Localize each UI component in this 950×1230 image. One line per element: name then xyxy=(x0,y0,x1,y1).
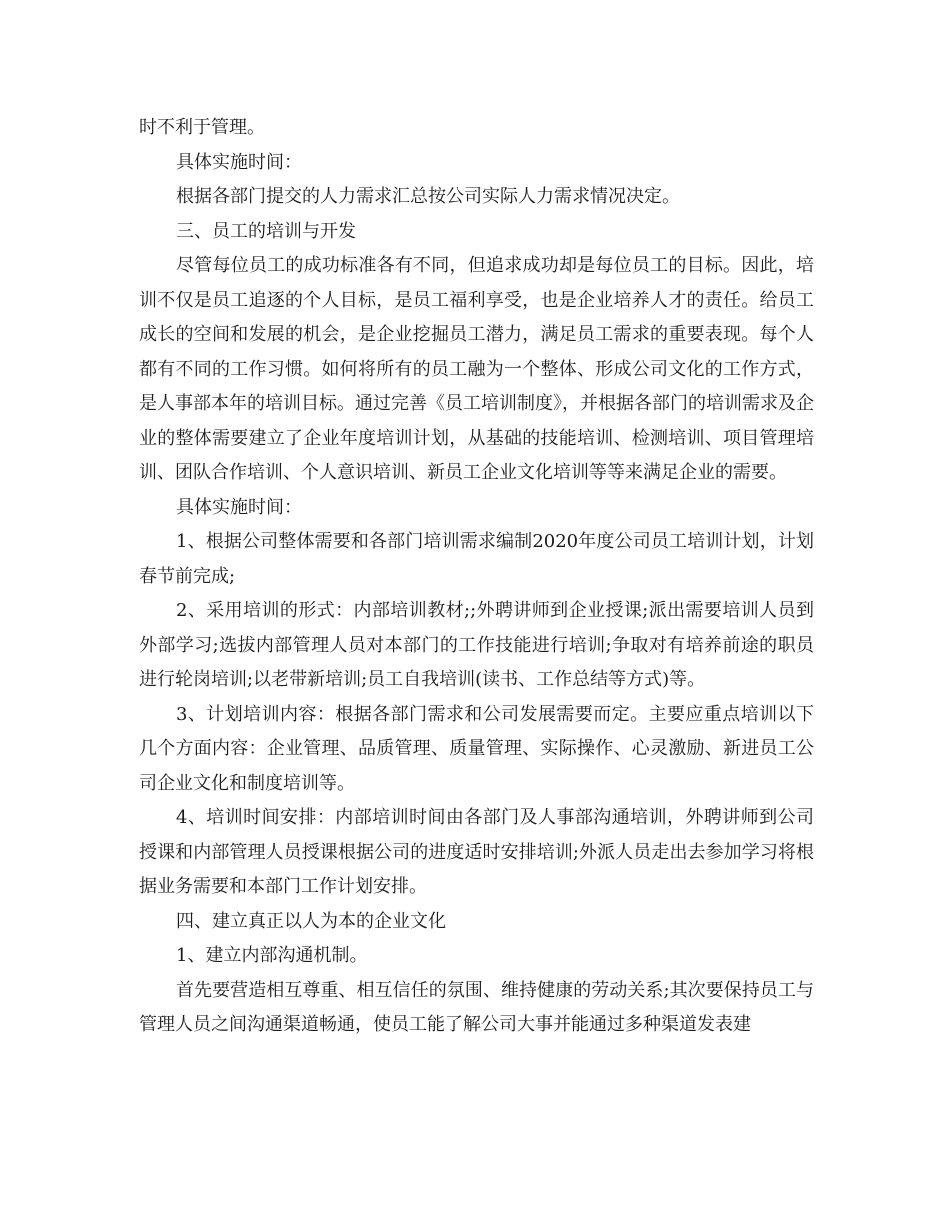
paragraph: 根据各部门提交的人力需求汇总按公司实际人力需求情况决定。 xyxy=(176,186,680,207)
paragraph: 具体实施时间： xyxy=(176,151,302,173)
list-item: 2、采用培训的形式：内部培训教材;;外聘讲师到企业授课;派出需要培训人员到外部学习;选拔内部管理人员对本部门的工作技能进行培训;争取对有培养前途的职员进行轮岗培训;以老带新培训;员工自我培训(读书、工作总结等方式)等。 xyxy=(139,600,814,690)
list-item: 3、计划培训内容：根据各部门需求和公司发展需要而定。主要应重点培训以下几个方面内容：企业管理、品质管理、质量管理、实际操作、心灵激励、新进员工公司企业文化和制度培训等。 xyxy=(139,703,814,794)
list-item: 1、建立内部沟通机制。 xyxy=(176,945,368,966)
paragraph: 尽管每位员工的成功标准各有不同，但追求成功却是每位员工的目标。因此，培训不仅是员工追逐的个人目标，是员工福利享受，也是企业培养人才的责任。给员工成长的空间和发展的机会，是企业挖掘员工潜力，满足员工需求的重要表现。每个人都有不同的工作习惯。如何将所有的员工融为一个整体、形成公司文化的工作方式，是人事部本年的培训目标。通过完善《员工培训制度》，并根据各部门的培训需求及企业的整体需要建立了企业年度培训计划，从基础的技能培训、检测培训、项目管理培训、团队合作培训、个人意识培训、新员工企业文化培训等等来满足企业的需要。 xyxy=(139,255,814,483)
section-heading: 四、建立真正以人为本的企业文化 xyxy=(176,910,446,932)
list-item: 1、根据公司整体需要和各部门培训需求编制2020年度公司员工培训计划，计划春节前完成; xyxy=(139,531,814,587)
paragraph: 具体实施时间： xyxy=(176,496,302,518)
document-body xyxy=(139,111,814,1043)
paragraph: 时不利于管理。 xyxy=(139,117,265,138)
section-heading: 三、员工的培训与开发 xyxy=(176,220,356,242)
paragraph: 首先要营造相互尊重、相互信任的氛围、维持健康的劳动关系;其次要保持员工与管理人员之间沟通渠道畅通，使员工能了解公司大事并能通过多种渠道发表建 xyxy=(139,979,814,1035)
list-item: 4、培训时间安排：内部培训时间由各部门及人事部沟通培训，外聘讲师到公司授课和内部管理人员授课根据公司的进度适时安排培训;外派人员走出去参加学习将根据业务需要和本部门工作计划安排。 xyxy=(139,807,814,897)
